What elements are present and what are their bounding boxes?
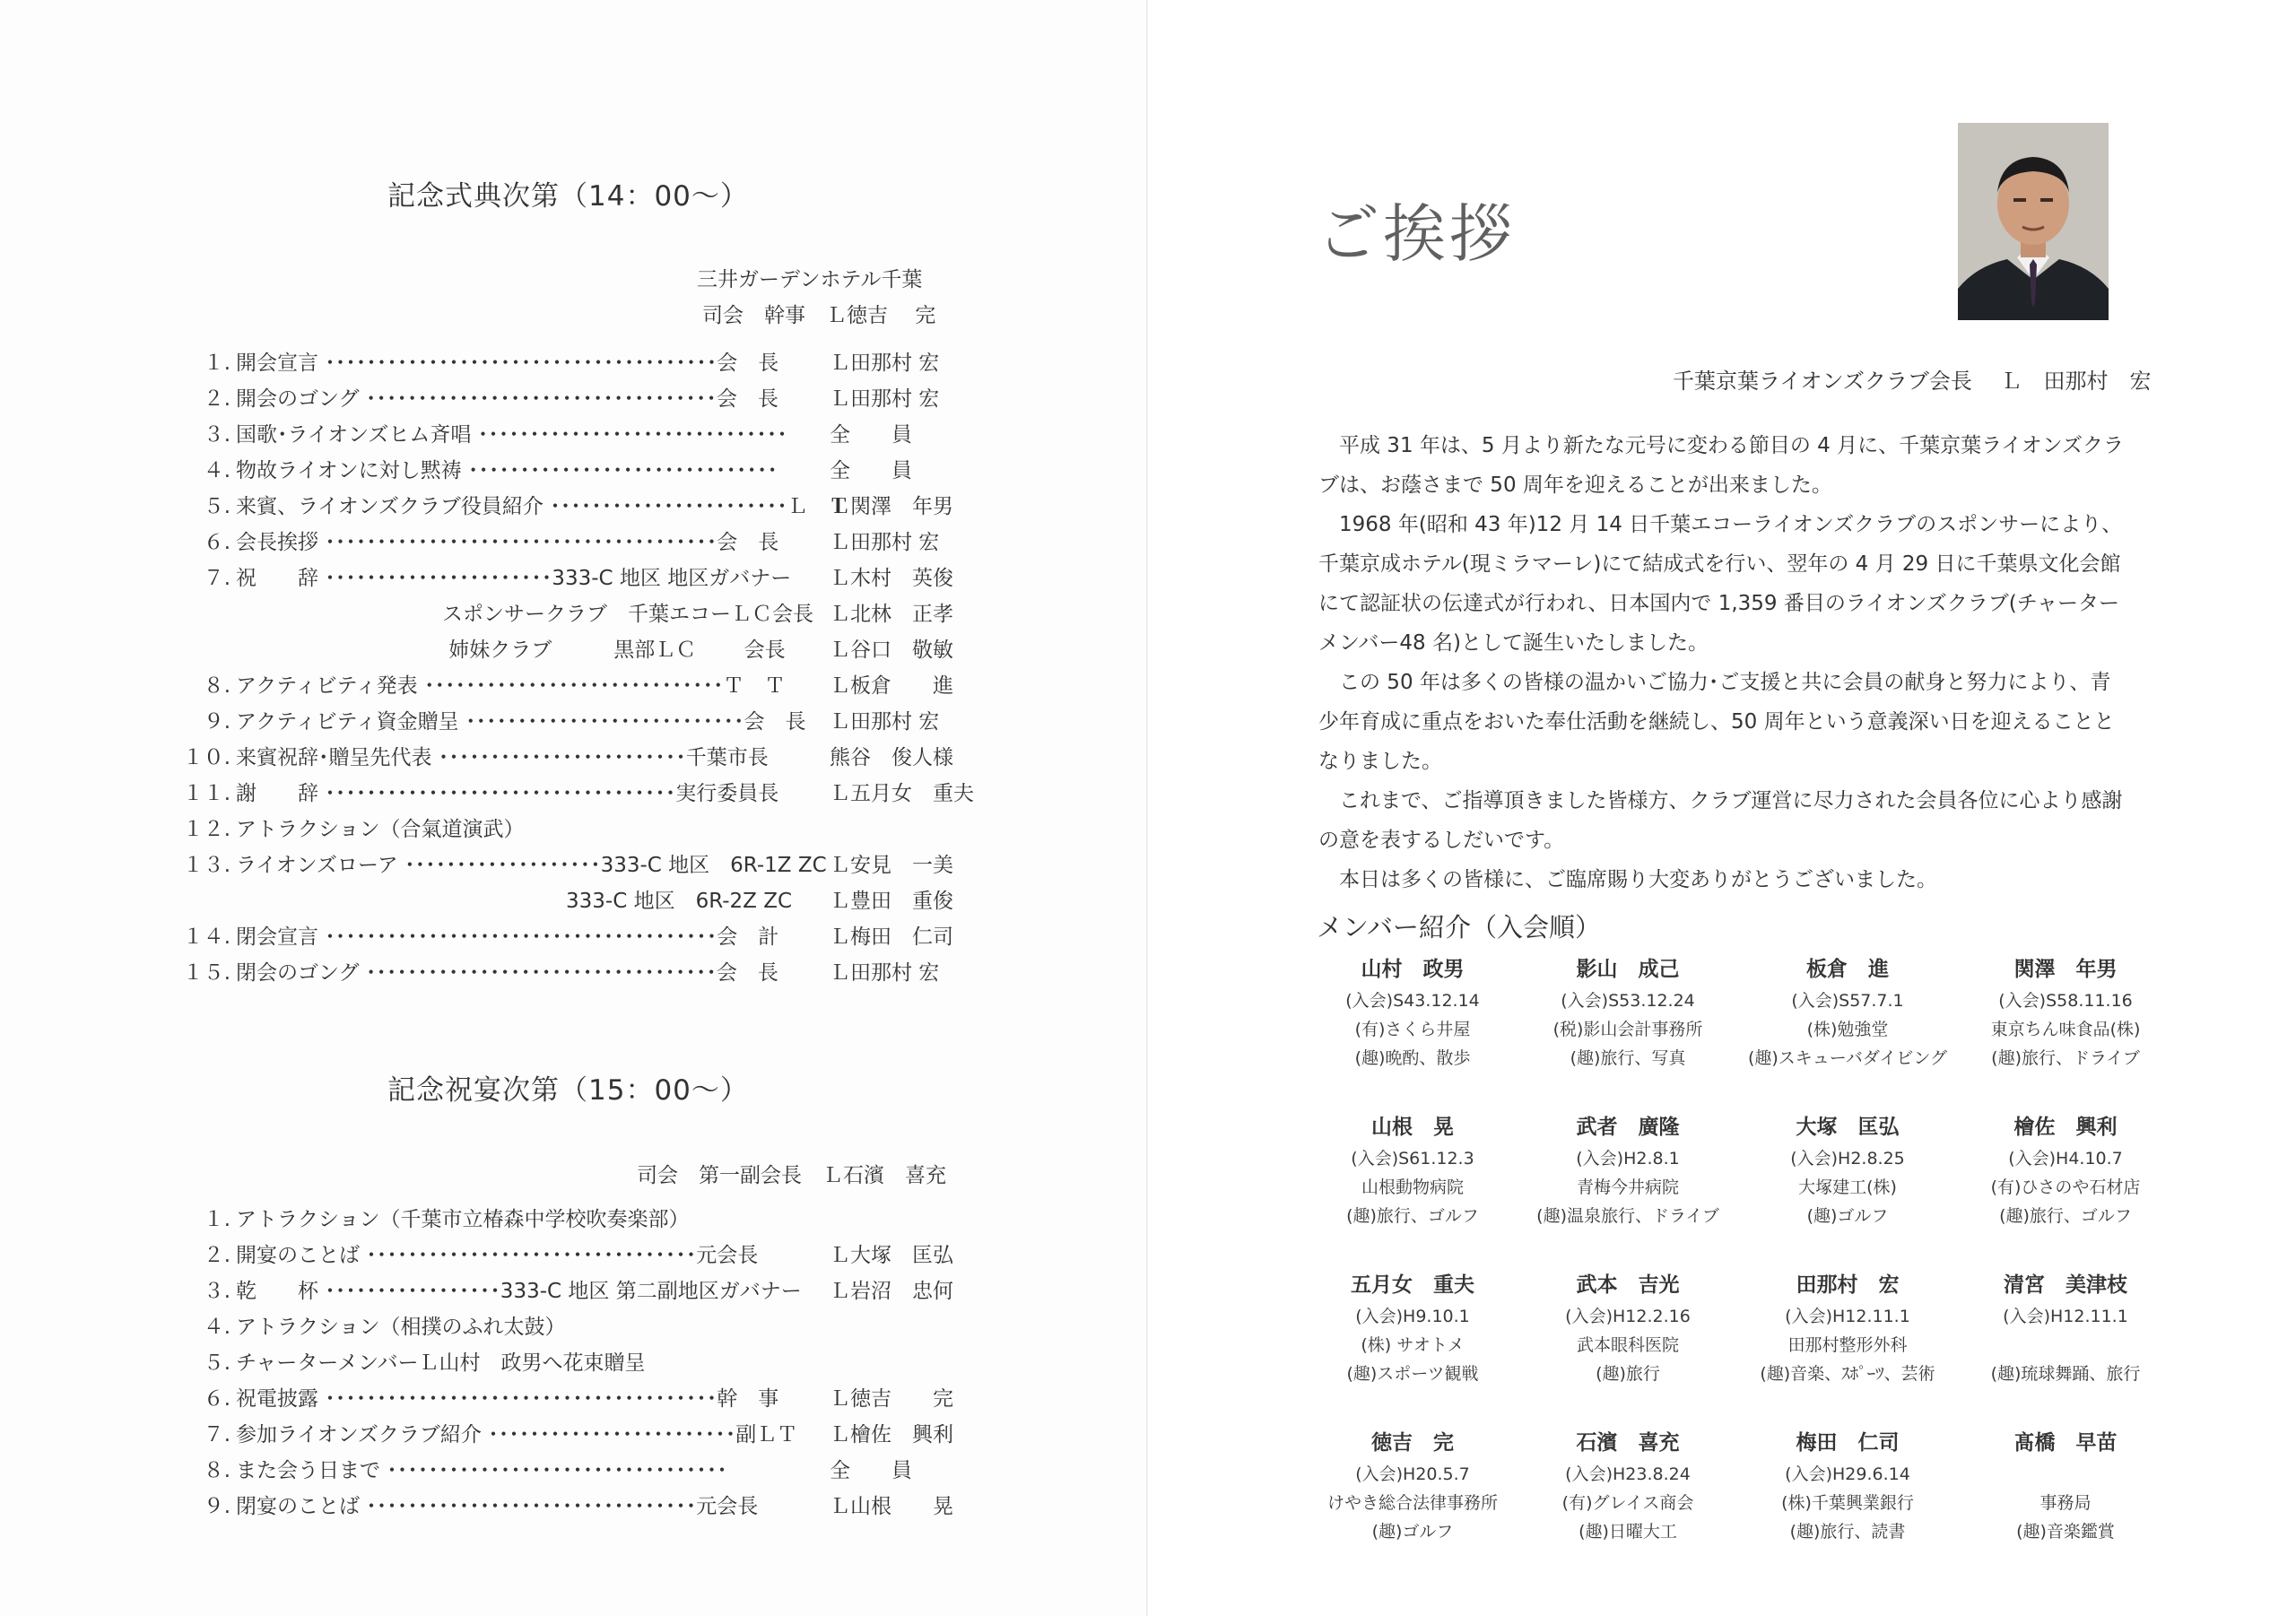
member-name: 山村 政男 [1361,958,1465,981]
member-card [1525,1268,1731,1388]
item-name: 参加ライオンズクラブ紹介 ････････････････････････副ＬＴ [236,1423,798,1447]
member-detail: (入会)H23.8.24 [1565,1464,1691,1484]
item-person: 全 員 [830,423,912,447]
banquet-title: 記念祝宴次第（15：00～） [387,1074,749,1107]
greeting-paragraph: これまで、ご指導頂きました皆様方、クラブ運営に尽力された会員各位に心より感謝の意を表するしだいです。 [1318,789,2123,852]
item-number: ６. [203,1387,230,1411]
member-detail: (入会)H12.11.1 [1785,1307,1910,1326]
member-detail: (趣)温泉旅行、ドライブ [1536,1206,1719,1226]
left.ceremony-item [175,956,973,992]
ceremony-venue: 三井ガーデンホテル千葉 [697,268,923,291]
item-number: ３. [203,423,230,447]
member-card [1744,1110,1951,1230]
member-card [1309,952,1516,1073]
member-name: 檜佐 興利 [2013,1116,2118,1139]
item-number: ９. [203,710,230,734]
member-name: 梅田 仁司 [1796,1431,1900,1455]
item-person: Ｌ田那村 宏 [830,531,940,554]
item-number: １１. [182,782,230,805]
left.ceremony-item [175,633,973,669]
member-detail: (趣)音楽鑑賞 [2016,1522,2115,1542]
member-card [1525,1426,1731,1546]
item-number: ６. [203,531,230,554]
item-person: Ｌ北林 正孝 [830,603,953,626]
member-detail: 事務局 [2039,1493,2092,1513]
item-name: ライオンズローア ･･･････････････････333-C 地区 6R-1Z ZC [236,854,827,877]
member-detail: (趣)旅行、写真 [1570,1048,1686,1068]
left.banquet-item [175,1454,973,1490]
item-name: また会う日まで ･････････････････････････････････ [236,1459,727,1482]
member-name: 田那村 宏 [1796,1273,1900,1297]
member-detail: (入会)H29.6.14 [1785,1464,1910,1484]
member-name: 石濱 喜充 [1576,1431,1680,1455]
ceremony-program-list [175,346,973,992]
item-name: 乾 杯 ･････････････････333-C 地区 第二副地区ガバナー [236,1280,802,1303]
member-name: 髙橋 早苗 [2013,1431,2118,1455]
member-detail: (入会)H12.11.1 [2003,1307,2128,1326]
greeting-byline: 千葉京葉ライオンズクラブ会長 Ｌ 田那村 宏 [1673,369,2152,394]
member-detail: (趣)スキューバダイビング [1747,1048,1948,1068]
member-detail: (趣)旅行、ゴルフ [1999,1206,2132,1226]
banquet-program-list [175,1203,973,1525]
item-person: Ｌ谷口 敬敏 [830,639,953,662]
item-name: 来賓祝辞･贈呈先代表 ････････････････････････千葉市長 [236,746,769,769]
item-number: ５. [203,1351,230,1375]
greeting-paragraph: 平成 31 年は、5 月より新たな元号に変わる節目の 4 月に、千葉京葉ライオンズクラブは、お蔭さまで 50 周年を迎えることが出来ました。 [1318,434,2125,497]
item-number: ２. [203,1244,230,1267]
left.ceremony-item [175,705,973,741]
member-name: 山根 晃 [1371,1116,1454,1139]
item-person: Ｌ田那村 宏 [830,961,940,985]
member-detail: (趣)ゴルフ [1371,1522,1454,1542]
item-person: Ｌ田那村 宏 [830,387,940,411]
item-number: ８. [203,674,230,698]
greeting-paragraph: 本日は多くの皆様に、ご臨席賜り大変ありがとうございました。 [1339,868,1937,891]
member-detail: (入会)H2.8.25 [1790,1149,1905,1169]
member-card [1309,1426,1516,1546]
member-detail: (入会)S53.12.24 [1561,991,1695,1011]
member-detail: (入会)S57.7.1 [1791,991,1904,1011]
item-name: 閉宴のことば ････････････････････････････････元会長 [236,1495,759,1518]
member-card [1962,1268,2169,1388]
item-name: 閉会のゴング ･･････････････････････････････････会 長 [236,961,778,985]
member-name: 大塚 匡弘 [1796,1116,1900,1139]
greeting-paragraph: この 50 年は多くの皆様の温かいご協力･ご支援と共に会員の献身と努力により、青少年育成に重点をおいた奉仕活動を継続し、50 周年という意義深い日を迎えることとなりました。 [1318,671,2115,773]
member-detail: (入会)S43.12.14 [1345,991,1480,1011]
left.ceremony-item [175,597,973,633]
item-number: ４. [203,1316,230,1339]
member-card [1744,1426,1951,1546]
item-name: アトラクション（千葉市立椿森中学校吹奏楽部） [236,1208,690,1231]
item-number: １２. [182,818,230,841]
left.ceremony-item [175,561,973,597]
item-number: １３. [182,854,230,877]
item-number: ７. [203,1423,230,1447]
item-person: Ｌ田那村 宏 [830,352,940,375]
member-detail: 大塚建工(株) [1798,1177,1897,1197]
item-person: 熊谷 俊人様 [830,746,953,769]
left.ceremony-item [175,346,973,382]
item-name: 物故ライオンに対し黙祷 ･･････････････････････････････ [236,459,778,482]
item-number: ５. [203,495,230,518]
member-detail: けやき総合法律事務所 [1326,1493,1498,1513]
member-detail: (入会)H9.10.1 [1355,1307,1470,1326]
left.banquet-item [175,1490,973,1525]
item-name: 祝 辞 ･･････････････････････333-C 地区 地区ガバナー [236,567,792,590]
member-card [1309,1110,1516,1230]
member-detail: (趣)旅行 [1596,1364,1660,1384]
member-detail: (有)グレイス商会 [1561,1493,1694,1513]
item-name: 開宴のことば ････････････････････････････････元会長 [236,1244,759,1267]
item-name: 謝 辞 ･･････････････････････････････････実行委員長 [236,782,779,805]
greeting-title: ご挨拶 [1317,197,1516,271]
item-name: アトラクション（合氣道演武） [236,818,525,841]
member-detail: 田那村整形外科 [1787,1335,1908,1355]
member-detail: (趣)晩酌、散歩 [1354,1048,1471,1068]
member-card [1962,952,2169,1073]
item-person: Ｌ徳吉 完 [830,1387,953,1411]
item-number: ７. [203,567,230,590]
item-number: １０. [182,746,230,769]
item-name: アクティビティ資金贈呈 ･･･････････････････････････会 長 [236,710,806,734]
member-name: 徳吉 完 [1371,1431,1454,1455]
member-detail: (趣)音楽、ｽﾎﾟｰﾂ、芸術 [1760,1364,1935,1384]
item-name: 姉妹クラブ 黒部ＬＣ 会長 [236,639,786,662]
item-name: 開会のゴング ･･････････････････････････････････会 長 [236,387,778,411]
member-detail: 山根動物病院 [1361,1177,1464,1197]
item-name: 333-C 地区 6R-2Z ZC [236,890,793,913]
banquet-mc: 司会 第一副会長 Ｌ石濱 喜充 [637,1164,946,1187]
item-person: Ｌ板倉 進 [830,674,953,698]
members-title: メンバー紹介（入会順） [1317,912,1601,943]
ceremony-mc: 司会 幹事 Ｌ徳吉 完 [702,304,936,327]
member-detail: (有)ひさのや石材店 [1990,1177,2141,1197]
member-detail: (趣)日曜大工 [1578,1522,1677,1542]
item-person: Ｌ関澤 年男 [830,495,953,518]
member-detail: 東京ちん味食品(株) [1990,1020,2141,1039]
member-detail: (入会)H12.2.16 [1565,1307,1691,1326]
left.ceremony-item [175,920,973,956]
item-name: 会長挨拶 ･･････････････････････････････････････会 長 [236,531,779,554]
item-number: ９. [203,1495,230,1518]
greeting-paragraph: 1968 年(昭和 43 年)12 月 14 日千葉エコーライオンズクラブのスポンサーにより、千葉京成ホテル(現ミラマーレ)にて結成式を行い、翌年の 4 月 29 日に千葉県文化会館にて認証状の伝達式が行われ、日本国内で 1,359 番目のライオンズクラブ(チャーターメンバー48 名)として誕生いたしました。 [1318,513,2123,655]
left.banquet-item [175,1418,973,1454]
member-detail: (趣)旅行、ドライブ [1991,1048,2140,1068]
item-person: Ｌ山根 晃 [830,1495,953,1518]
item-number: １４. [182,925,230,949]
item-name: 開会宣言 ･･････････････････････････････････････会 長 [236,352,779,375]
left.banquet-item [175,1310,973,1346]
item-name: 国歌･ライオンズヒム斉唱 ･･････････････････････････････ [236,423,787,447]
left.banquet-item [175,1274,973,1310]
item-number: １５. [182,961,230,985]
item-name: アクティビティ発表 ･････････････････････････････Ｔ Ｔ [236,674,786,698]
member-name: 武本 吉光 [1576,1273,1680,1297]
item-name: スポンサークラブ 千葉エコーＬＣ会長 [236,603,813,626]
item-person: Ｌ木村 英俊 [830,567,953,590]
member-detail: (株)勉強堂 [1806,1020,1889,1039]
item-number: ２. [203,387,230,411]
member-detail: (入会)S58.11.16 [1998,991,2133,1011]
left.banquet-item [175,1346,973,1382]
left.ceremony-item [175,884,973,920]
greeting-text [1318,426,2126,899]
member-detail: (有)さくら井屋 [1354,1020,1471,1039]
left.banquet-item [175,1238,973,1274]
member-detail: (入会)H4.10.7 [2008,1149,2123,1169]
left.ceremony-item [175,382,973,418]
left.ceremony-item [175,418,973,454]
member-card [1744,1268,1951,1388]
member-card [1962,1426,2169,1546]
member-detail: (趣)旅行、読書 [1789,1522,1906,1542]
member-detail: (株)千葉興業銀行 [1781,1493,1914,1513]
left.banquet-item [175,1382,973,1418]
item-person: Ｌ梅田 仁司 [830,925,953,949]
member-detail: 青梅今井病院 [1576,1177,1679,1197]
item-number: ３. [203,1280,230,1303]
left.ceremony-item [175,777,973,812]
member-detail: (株) サオトメ [1361,1335,1465,1355]
item-person: 全 員 [830,459,912,482]
member-name: 板倉 進 [1806,958,1889,981]
member-detail [1962,1460,2169,1489]
item-person: Ｌ檜佐 興利 [830,1423,953,1447]
item-person: Ｌ田那村 宏 [830,710,940,734]
left.ceremony-item [175,454,973,490]
item-name: 閉会宣言 ･･････････････････････････････････････会 計 [236,925,779,949]
left.banquet-item [175,1203,973,1238]
item-number: １. [203,1208,230,1231]
member-card [1309,1268,1516,1388]
member-detail: (入会)H2.8.1 [1576,1149,1680,1169]
member-detail: (入会)H20.5.7 [1355,1464,1470,1484]
item-person: Ｌ大塚 匡弘 [830,1244,953,1267]
member-card [1744,952,1951,1073]
item-number: ８. [203,1459,230,1482]
member-card [1962,1110,2169,1230]
member-card [1525,1110,1731,1230]
item-person: Ｌ五月女 重夫 [830,782,974,805]
ceremony-title: 記念式典次第（14：00～） [387,180,749,213]
left.ceremony-item [175,669,973,705]
member-detail: (趣)ゴルフ [1806,1206,1889,1226]
item-name: チャーターメンバーＬ山村 政男へ花束贈呈 [236,1351,646,1375]
member-detail: 武本眼科医院 [1576,1335,1679,1355]
left.ceremony-item [175,490,973,526]
member-detail: (税)影山会計事務所 [1552,1020,1703,1039]
member-name: 五月女 重夫 [1351,1273,1474,1297]
left.ceremony-item [175,812,973,848]
president-portrait [1958,123,2109,320]
item-person: Ｌ豊田 重俊 [830,890,953,913]
item-name: アトラクション（相撲のふれ太鼓） [236,1316,566,1339]
member-detail [1962,1331,2169,1360]
member-detail: (趣)旅行、ゴルフ [1346,1206,1479,1226]
member-name: 清宮 美津枝 [2004,1273,2127,1297]
member-name: 武者 廣隆 [1576,1116,1680,1139]
member-detail: (入会)S61.12.3 [1351,1149,1474,1169]
member-name: 影山 成己 [1576,958,1680,981]
item-person: 全 員 [830,1459,912,1482]
left.ceremony-item [175,848,973,884]
member-name: 関澤 年男 [2013,958,2118,981]
left.ceremony-item [175,526,973,561]
item-number: ４. [203,459,230,482]
left.ceremony-item [175,741,973,777]
member-detail: (趣)琉球舞踊、旅行 [1990,1364,2141,1384]
item-name: 来賓、ライオンズクラブ役員紹介 ･･･････････････････････Ｌ Ｔ [236,495,849,518]
member-detail: (趣)スポーツ観戦 [1346,1364,1479,1384]
item-name: 祝電披露 ･･････････････････････････････････････幹 事 [236,1387,779,1411]
member-card [1525,952,1731,1073]
item-number: １. [203,352,230,375]
item-person: Ｌ岩沼 忠何 [830,1280,953,1303]
item-person: Ｌ安見 一美 [830,854,953,877]
